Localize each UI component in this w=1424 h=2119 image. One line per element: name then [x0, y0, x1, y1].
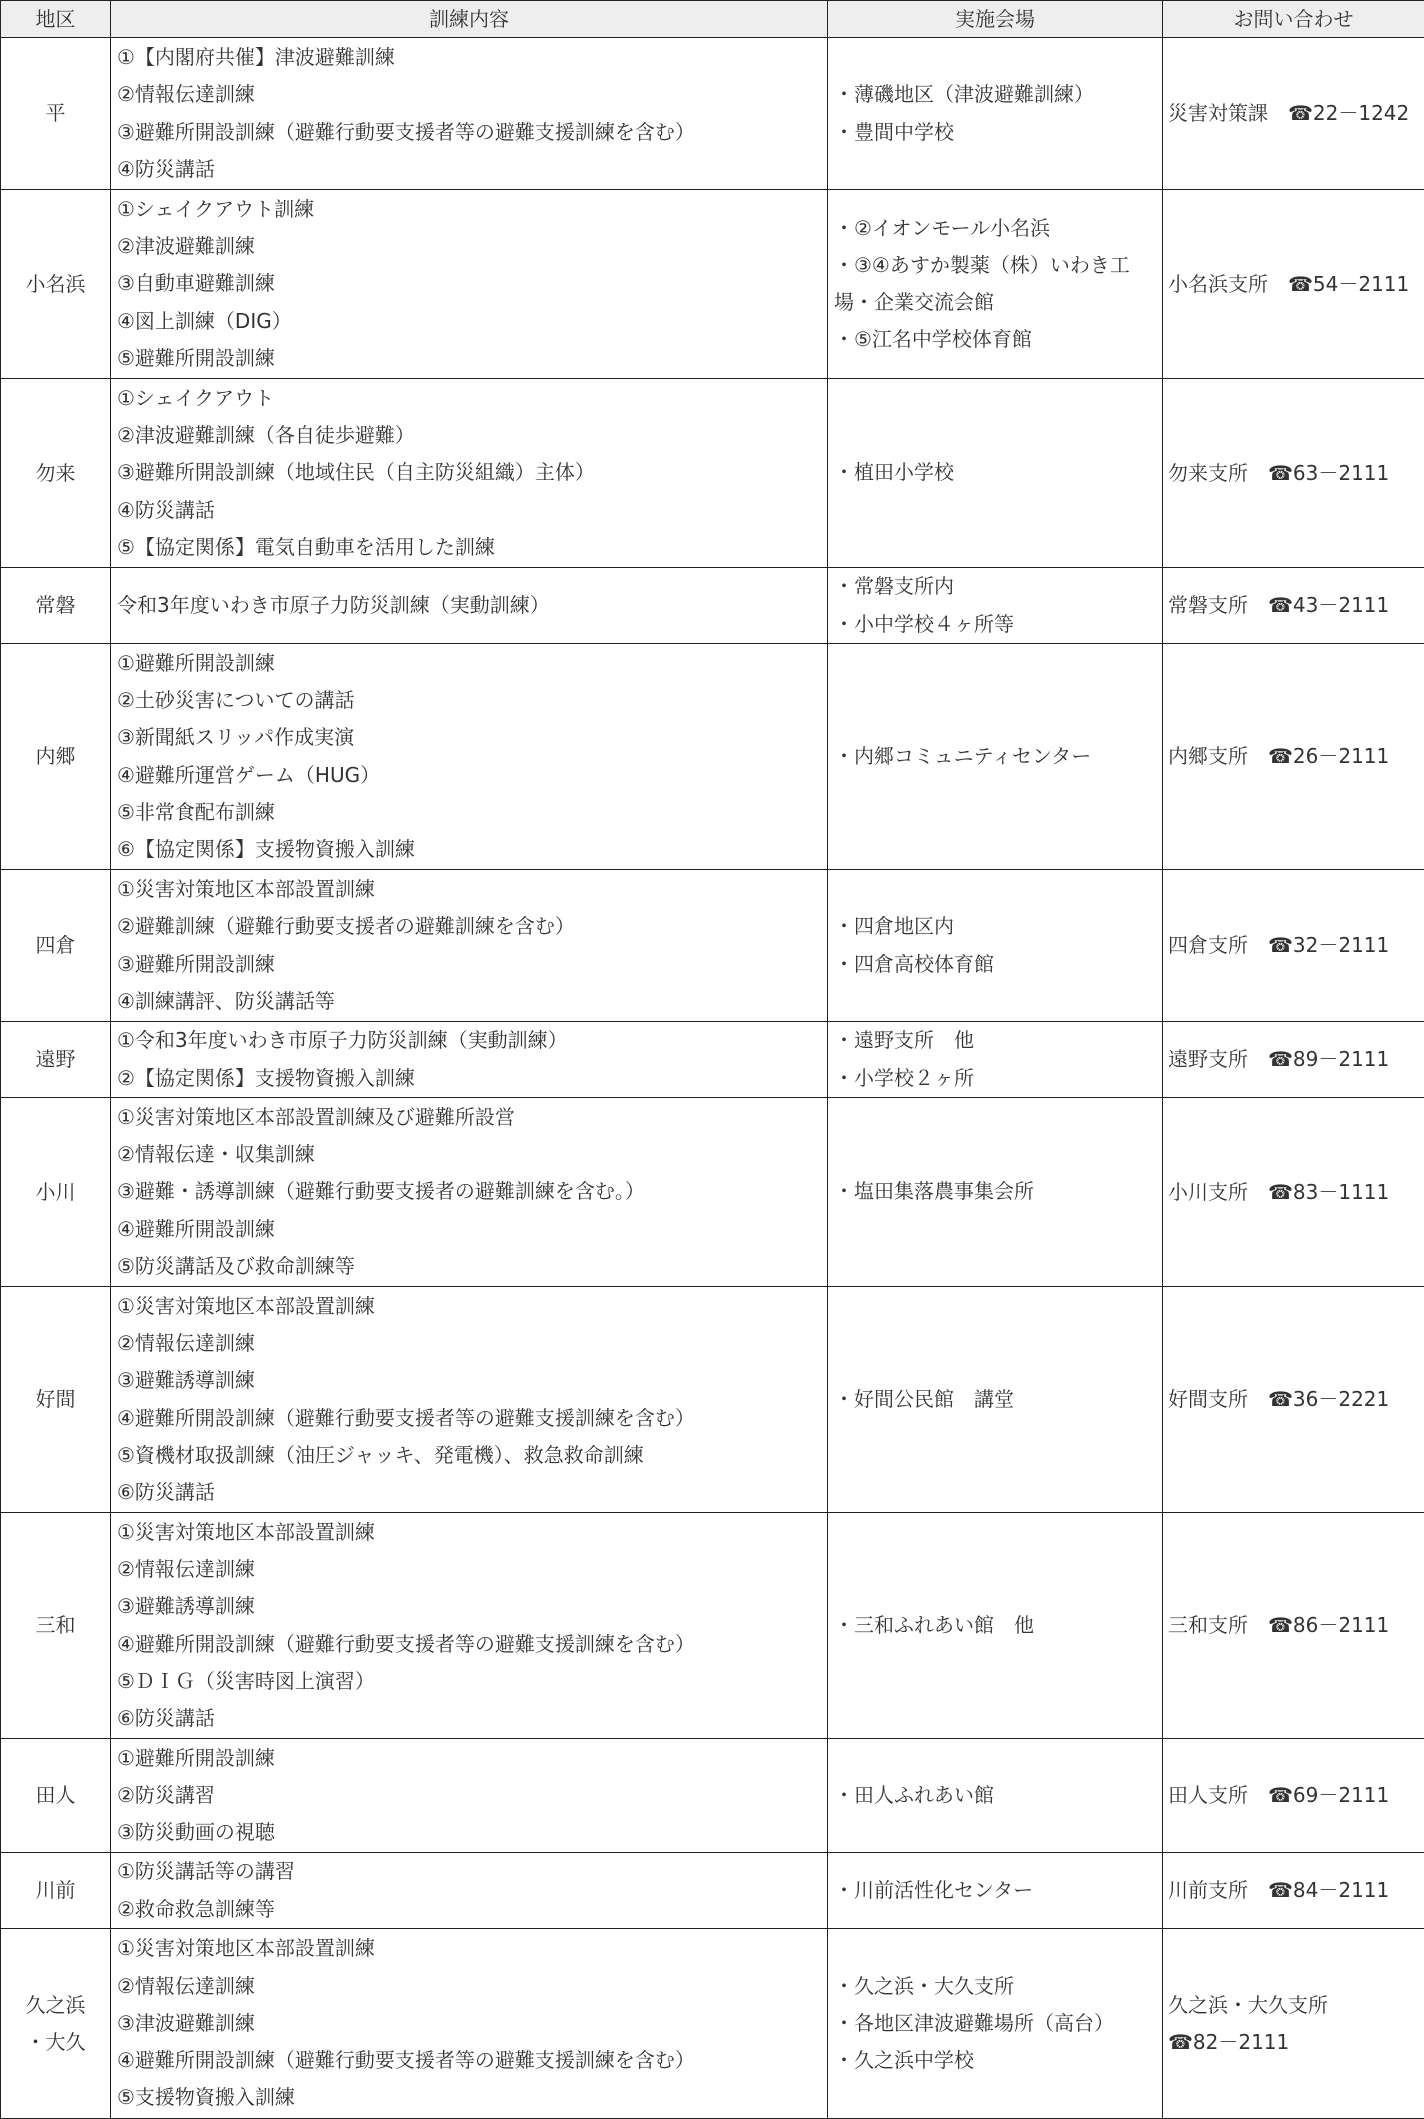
contact-line: 常磐支所 ☎43－2111: [1168, 587, 1424, 624]
contact-cell: [1163, 644, 1424, 870]
venue-line: ・常磐支所内: [834, 568, 1156, 605]
content-line: ⑤避難所開設訓練: [117, 340, 827, 377]
venue-cell: [828, 568, 1163, 644]
content-line: ④避難所開設訓練（避難行動要支援者等の避難支援訓練を含む）: [117, 2042, 827, 2079]
content-line: ②【協定関係】支援物資搬入訓練: [117, 1060, 827, 1097]
area-line: 小川: [1, 1174, 110, 1211]
venue-line: ・三和ふれあい館 他: [834, 1607, 1156, 1644]
content-line: ②情報伝達訓練: [117, 76, 827, 113]
contact-line: 内郷支所 ☎26－2111: [1168, 738, 1424, 775]
venue-line: ・薄磯地区（津波避難訓練）: [834, 76, 1156, 113]
venue-line: ・③④あすか製薬（株）いわき工場・企業交流会館: [834, 247, 1156, 321]
content-line: ②情報伝達訓練: [117, 1968, 827, 2005]
contact-line: 川前支所 ☎84－2111: [1168, 1872, 1424, 1909]
venue-line: ・内郷コミュニティセンター: [834, 738, 1156, 775]
content-cell: [111, 644, 828, 870]
content-line: ①避難所開設訓練: [117, 645, 827, 682]
content-line: ④避難所開設訓練（避難行動要支援者等の避難支援訓練を含む）: [117, 1626, 827, 1663]
content-line: ③避難所開設訓練: [117, 946, 827, 983]
area-cell: [1, 1739, 111, 1853]
area-line: 四倉: [1, 927, 110, 964]
area-cell: [1, 1929, 111, 2119]
content-cell: [111, 568, 828, 644]
venue-cell: [828, 1022, 1163, 1098]
area-cell: [1, 568, 111, 644]
area-line: 勿来: [1, 455, 110, 492]
content-line: ⑤資機材取扱訓練（油圧ジャッキ、発電機）、救急救命訓練: [117, 1437, 827, 1474]
content-cell: [111, 1098, 828, 1287]
area-line: 内郷: [1, 738, 110, 775]
content-line: 令和3年度いわき市原子力防災訓練（実動訓練）: [117, 587, 827, 624]
area-line: 小名浜: [1, 266, 110, 303]
content-line: ③津波避難訓練: [117, 2005, 827, 2042]
content-line: ⑥【協定関係】支援物資搬入訓練: [117, 831, 827, 868]
content-line: ①災害対策地区本部設置訓練: [117, 1288, 827, 1325]
content-line: ④防災講話: [117, 492, 827, 529]
area-cell: [1, 1098, 111, 1287]
venue-line: ・川前活性化センター: [834, 1872, 1156, 1909]
content-line: ②情報伝達訓練: [117, 1325, 827, 1362]
content-line: ③避難・誘導訓練（避難行動要支援者の避難訓練を含む。）: [117, 1173, 827, 1210]
table-row: [1, 644, 1424, 870]
venue-line: ・植田小学校: [834, 454, 1156, 491]
content-line: ③避難誘導訓練: [117, 1588, 827, 1625]
content-line: ②情報伝達訓練: [117, 1551, 827, 1588]
area-line: 遠野: [1, 1041, 110, 1078]
table-row: [1, 190, 1424, 379]
content-cell: [111, 38, 828, 190]
contact-cell: [1163, 1513, 1424, 1739]
content-line: ①防災講話等の講習: [117, 1853, 827, 1890]
venue-line: ・好間公民館 講堂: [834, 1381, 1156, 1418]
content-line: ②情報伝達・収集訓練: [117, 1136, 827, 1173]
contact-cell: [1163, 1929, 1424, 2119]
content-line: ④避難所開設訓練: [117, 1211, 827, 1248]
content-line: ④避難所開設訓練（避難行動要支援者等の避難支援訓練を含む）: [117, 1400, 827, 1437]
content-line: ①シェイクアウト訓練: [117, 191, 827, 228]
contact-line: 勿来支所 ☎63－2111: [1168, 455, 1424, 492]
content-line: ③避難所開設訓練（避難行動要支援者等の避難支援訓練を含む）: [117, 114, 827, 151]
contact-line: 小名浜支所 ☎54－2111: [1168, 266, 1424, 303]
venue-cell: [828, 38, 1163, 190]
content-cell: [111, 1022, 828, 1098]
area-cell: [1, 1022, 111, 1098]
table-row: [1, 1513, 1424, 1739]
contact-line: ☎82－2111: [1168, 2024, 1424, 2061]
table-row: [1, 568, 1424, 644]
content-line: ①【内閣府共催】津波避難訓練: [117, 39, 827, 76]
content-cell: [111, 870, 828, 1022]
area-line: 平: [1, 95, 110, 132]
content-line: ⑤支援物資搬入訓練: [117, 2079, 827, 2116]
table-row: [1, 1739, 1424, 1853]
content-line: ⑥防災講話: [117, 1700, 827, 1737]
header-venue: 実施会場: [828, 1, 1163, 38]
area-cell: [1, 1513, 111, 1739]
content-line: ②避難訓練（避難行動要支援者の避難訓練を含む）: [117, 908, 827, 945]
venue-cell: [828, 1513, 1163, 1739]
venue-line: ・久之浜中学校: [834, 2042, 1156, 2079]
area-line: 田人: [1, 1777, 110, 1814]
contact-cell: [1163, 1098, 1424, 1287]
venue-line: ・⑤江名中学校体育館: [834, 321, 1156, 358]
contact-cell: [1163, 568, 1424, 644]
table-row: [1, 1853, 1424, 1929]
content-line: ②津波避難訓練: [117, 228, 827, 265]
table-row: [1, 379, 1424, 568]
contact-line: 好間支所 ☎36－2221: [1168, 1381, 1424, 1418]
contact-cell: [1163, 190, 1424, 379]
table-row: [1, 870, 1424, 1022]
contact-cell: [1163, 379, 1424, 568]
content-line: ①災害対策地区本部設置訓練: [117, 871, 827, 908]
header-row: [1, 1, 1424, 38]
header-content: 訓練内容: [111, 1, 828, 38]
venue-line: ・各地区津波避難場所（高台）: [834, 2005, 1156, 2042]
content-line: ②救命救急訓練等: [117, 1891, 827, 1928]
contact-cell: [1163, 1739, 1424, 1853]
contact-line: 小川支所 ☎83－1111: [1168, 1174, 1424, 1211]
venue-line: ・四倉高校体育館: [834, 946, 1156, 983]
content-line: ②津波避難訓練（各自徒歩避難）: [117, 417, 827, 454]
venue-line: ・小中学校４ヶ所等: [834, 606, 1156, 643]
venue-cell: [828, 1287, 1163, 1513]
venue-cell: [828, 870, 1163, 1022]
venue-line: ・豊間中学校: [834, 114, 1156, 151]
table-row: [1, 38, 1424, 190]
venue-cell: [828, 1739, 1163, 1853]
area-cell: [1, 1287, 111, 1513]
area-line: 久之浜: [1, 1987, 110, 2024]
table-row: [1, 1022, 1424, 1098]
content-cell: [111, 379, 828, 568]
venue-cell: [828, 190, 1163, 379]
content-line: ①シェイクアウト: [117, 380, 827, 417]
content-line: ④訓練講評、防災講話等: [117, 983, 827, 1020]
header-contact: お問い合わせ: [1163, 1, 1424, 38]
content-line: ③新聞紙スリッパ作成実演: [117, 719, 827, 756]
contact-line: 災害対策課 ☎22－1242: [1168, 95, 1424, 132]
contact-cell: [1163, 38, 1424, 190]
content-line: ①令和3年度いわき市原子力防災訓練（実動訓練）: [117, 1022, 827, 1059]
content-line: ③避難誘導訓練: [117, 1362, 827, 1399]
content-line: ④避難所運営ゲーム（HUG）: [117, 757, 827, 794]
table-row: [1, 1098, 1424, 1287]
venue-line: ・四倉地区内: [834, 908, 1156, 945]
contact-cell: [1163, 1022, 1424, 1098]
content-line: ⑥防災講話: [117, 1474, 827, 1511]
table-row: [1, 1287, 1424, 1513]
content-line: ①避難所開設訓練: [117, 1740, 827, 1777]
contact-cell: [1163, 1853, 1424, 1929]
area-line: 三和: [1, 1607, 110, 1644]
contact-line: 三和支所 ☎86－2111: [1168, 1607, 1424, 1644]
venue-line: ・遠野支所 他: [834, 1022, 1156, 1059]
venue-line: ・塩田集落農事集会所: [834, 1173, 1156, 1210]
area-cell: [1, 870, 111, 1022]
table-body: [1, 38, 1424, 2119]
content-cell: [111, 1929, 828, 2119]
header-area: 地区: [1, 1, 111, 38]
venue-cell: [828, 1929, 1163, 2119]
content-line: ①災害対策地区本部設置訓練及び避難所設営: [117, 1099, 827, 1136]
content-line: ③防災動画の視聴: [117, 1814, 827, 1851]
area-line: 好間: [1, 1381, 110, 1418]
content-line: ④防災講話: [117, 151, 827, 188]
content-line: ⑤【協定関係】電気自動車を活用した訓練: [117, 529, 827, 566]
content-cell: [111, 1287, 828, 1513]
content-line: ⑤非常食配布訓練: [117, 794, 827, 831]
contact-line: 四倉支所 ☎32－2111: [1168, 927, 1424, 964]
content-line: ②防災講習: [117, 1777, 827, 1814]
contact-line: 田人支所 ☎69－2111: [1168, 1777, 1424, 1814]
content-line: ②土砂災害についての講話: [117, 682, 827, 719]
content-line: ①災害対策地区本部設置訓練: [117, 1930, 827, 1967]
table-row: [1, 1929, 1424, 2119]
venue-line: ・田人ふれあい館: [834, 1777, 1156, 1814]
area-line: 常磐: [1, 587, 110, 624]
area-cell: [1, 1853, 111, 1929]
contact-line: 遠野支所 ☎89－2111: [1168, 1041, 1424, 1078]
area-cell: [1, 190, 111, 379]
content-cell: [111, 190, 828, 379]
venue-line: ・久之浜・大久支所: [834, 1968, 1156, 2005]
content-cell: [111, 1739, 828, 1853]
contact-cell: [1163, 870, 1424, 1022]
content-line: ⑤ＤＩＧ（災害時図上演習）: [117, 1663, 827, 1700]
area-line: 川前: [1, 1872, 110, 1909]
content-line: ③自動車避難訓練: [117, 265, 827, 302]
venue-line: ・小学校２ヶ所: [834, 1060, 1156, 1097]
contact-line: 久之浜・大久支所: [1168, 1987, 1424, 2024]
area-cell: [1, 38, 111, 190]
contact-cell: [1163, 1287, 1424, 1513]
area-cell: [1, 379, 111, 568]
content-cell: [111, 1513, 828, 1739]
content-line: ④図上訓練（DIG）: [117, 303, 827, 340]
content-line: ⑤防災講話及び救命訓練等: [117, 1248, 827, 1285]
area-line: ・大久: [1, 2024, 110, 2061]
venue-cell: [828, 1098, 1163, 1287]
content-line: ①災害対策地区本部設置訓練: [117, 1514, 827, 1551]
area-cell: [1, 644, 111, 870]
venue-cell: [828, 1853, 1163, 1929]
content-line: ③避難所開設訓練（地域住民（自主防災組織）主体）: [117, 454, 827, 491]
venue-line: ・②イオンモール小名浜: [834, 210, 1156, 247]
venue-cell: [828, 379, 1163, 568]
content-cell: [111, 1853, 828, 1929]
venue-cell: [828, 644, 1163, 870]
